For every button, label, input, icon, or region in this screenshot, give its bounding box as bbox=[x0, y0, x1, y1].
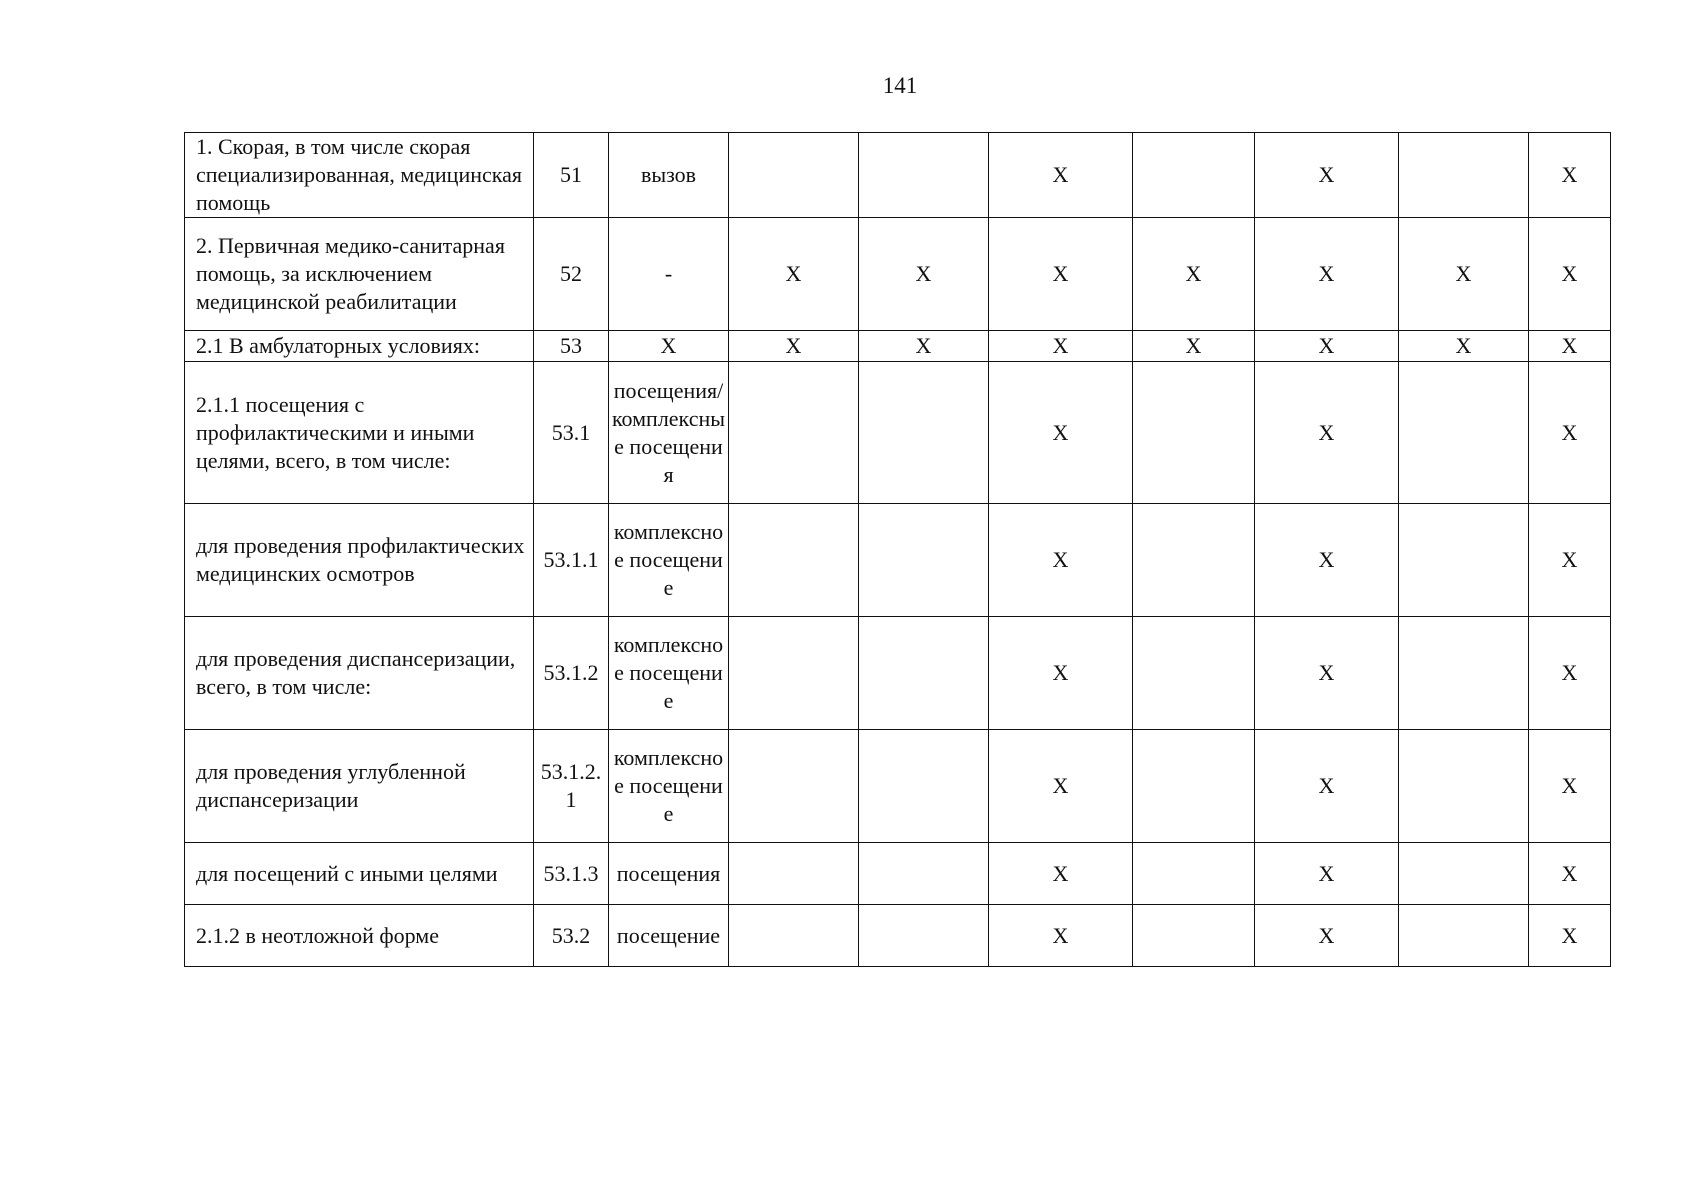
indicators-table bbox=[184, 132, 1611, 967]
value-cell: X bbox=[1529, 218, 1611, 331]
value-cell: X bbox=[1529, 730, 1611, 843]
value-cell: X bbox=[1529, 617, 1611, 730]
value-cell bbox=[1133, 133, 1255, 218]
value-cell bbox=[859, 133, 989, 218]
value-cell bbox=[1399, 133, 1529, 218]
row-unit: посещение bbox=[609, 905, 729, 967]
table-row bbox=[185, 843, 1611, 905]
value-cell bbox=[729, 133, 859, 218]
value-cell: X bbox=[1255, 362, 1399, 504]
value-cell: X bbox=[1529, 331, 1611, 362]
row-code: 53.2 bbox=[534, 905, 609, 967]
value-cell: X bbox=[989, 905, 1133, 967]
value-cell bbox=[1399, 905, 1529, 967]
value-cell bbox=[1399, 617, 1529, 730]
row-unit: комплексное посещение bbox=[609, 730, 729, 843]
value-cell: X bbox=[989, 133, 1133, 218]
value-cell bbox=[1399, 730, 1529, 843]
value-cell bbox=[859, 730, 989, 843]
value-cell: X bbox=[989, 617, 1133, 730]
value-cell bbox=[729, 617, 859, 730]
table-row bbox=[185, 504, 1611, 617]
row-code: 52 bbox=[534, 218, 609, 331]
value-cell bbox=[1133, 617, 1255, 730]
page-number: 141 bbox=[882, 73, 918, 98]
value-cell bbox=[729, 905, 859, 967]
row-name: 2.1 В амбулаторных условиях: bbox=[185, 331, 534, 362]
row-code: 53 bbox=[534, 331, 609, 362]
row-name: для посещений с иными целями bbox=[185, 843, 534, 905]
value-cell: X bbox=[1529, 905, 1611, 967]
value-cell: X bbox=[1529, 504, 1611, 617]
value-cell bbox=[859, 362, 989, 504]
value-cell bbox=[1399, 843, 1529, 905]
value-cell: X bbox=[989, 730, 1133, 843]
value-cell bbox=[729, 504, 859, 617]
value-cell: X bbox=[1255, 331, 1399, 362]
value-cell: X bbox=[989, 331, 1133, 362]
table-row bbox=[185, 362, 1611, 504]
value-cell: X bbox=[1255, 905, 1399, 967]
row-code: 53.1.3 bbox=[534, 843, 609, 905]
row-name: для проведения диспансеризации, всего, в том числе: bbox=[185, 617, 534, 730]
row-unit: - bbox=[609, 218, 729, 331]
table-row bbox=[185, 133, 1611, 218]
table-row bbox=[185, 905, 1611, 967]
table-row bbox=[185, 218, 1611, 331]
value-cell: X bbox=[1529, 843, 1611, 905]
row-name: для проведения профилактических медицинских осмотров bbox=[185, 504, 534, 617]
value-cell: X bbox=[1255, 843, 1399, 905]
table-row bbox=[185, 730, 1611, 843]
row-unit: вызов bbox=[609, 133, 729, 218]
value-cell: X bbox=[989, 843, 1133, 905]
value-cell bbox=[729, 730, 859, 843]
value-cell: X bbox=[1399, 218, 1529, 331]
value-cell: X bbox=[1133, 218, 1255, 331]
table-row bbox=[185, 617, 1611, 730]
row-unit: посещения/комплексные посещения bbox=[609, 362, 729, 504]
value-cell: X bbox=[1399, 331, 1529, 362]
value-cell: X bbox=[989, 504, 1133, 617]
row-name: для проведения углубленной диспансеризации bbox=[185, 730, 534, 843]
table-row bbox=[185, 331, 1611, 362]
value-cell bbox=[1399, 362, 1529, 504]
row-code: 53.1.2.1 bbox=[534, 730, 609, 843]
row-unit: комплексное посещение bbox=[609, 504, 729, 617]
value-cell bbox=[1133, 362, 1255, 504]
value-cell bbox=[859, 504, 989, 617]
value-cell: X bbox=[989, 362, 1133, 504]
value-cell: X bbox=[1255, 617, 1399, 730]
row-code: 51 bbox=[534, 133, 609, 218]
value-cell: X bbox=[1529, 362, 1611, 504]
row-name: 2.1.2 в неотложной форме bbox=[185, 905, 534, 967]
value-cell bbox=[859, 617, 989, 730]
row-unit: комплексное посещение bbox=[609, 617, 729, 730]
value-cell: X bbox=[1255, 504, 1399, 617]
row-unit: X bbox=[609, 331, 729, 362]
value-cell bbox=[1133, 905, 1255, 967]
row-code: 53.1.2 bbox=[534, 617, 609, 730]
value-cell bbox=[729, 362, 859, 504]
row-code: 53.1.1 bbox=[534, 504, 609, 617]
value-cell bbox=[1133, 730, 1255, 843]
value-cell: X bbox=[1133, 331, 1255, 362]
value-cell: X bbox=[1255, 133, 1399, 218]
row-unit: посещения bbox=[609, 843, 729, 905]
value-cell bbox=[1133, 843, 1255, 905]
value-cell bbox=[729, 843, 859, 905]
value-cell bbox=[1133, 504, 1255, 617]
value-cell: X bbox=[989, 218, 1133, 331]
value-cell: X bbox=[859, 331, 989, 362]
row-name: 1. Скорая, в том числе скорая специализированная, медицинская помощь bbox=[185, 133, 534, 218]
row-name: 2.1.1 посещения с профилактическими и иными целями, всего, в том числе: bbox=[185, 362, 534, 504]
value-cell: X bbox=[1255, 218, 1399, 331]
value-cell: X bbox=[859, 218, 989, 331]
value-cell: X bbox=[1255, 730, 1399, 843]
value-cell: X bbox=[729, 331, 859, 362]
value-cell bbox=[1399, 504, 1529, 617]
value-cell: X bbox=[729, 218, 859, 331]
value-cell bbox=[859, 905, 989, 967]
row-name: 2. Первичная медико-санитарная помощь, за исключением медицинской реабилитации bbox=[185, 218, 534, 331]
row-code: 53.1 bbox=[534, 362, 609, 504]
value-cell: X bbox=[1529, 133, 1611, 218]
value-cell bbox=[859, 843, 989, 905]
